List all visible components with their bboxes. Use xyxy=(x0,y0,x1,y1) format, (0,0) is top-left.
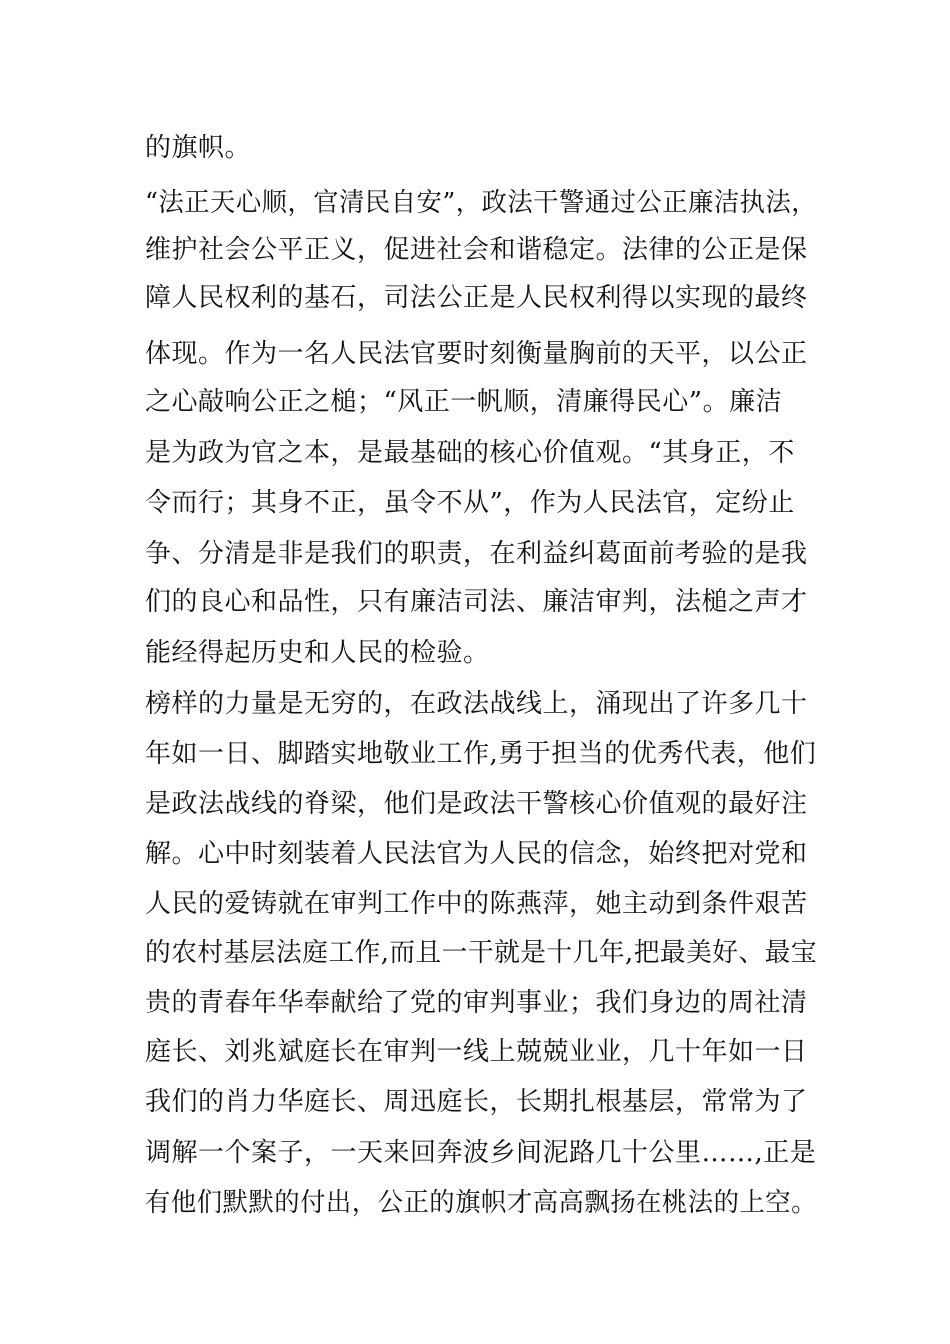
text-line: 贵的青春年华奉献给了党的审判事业；我们身边的周社清 xyxy=(145,988,808,1018)
text-line: 之心敲响公正之槌；“风正一帆顺，清廉得民心”。廉洁 xyxy=(145,387,783,417)
text-line: 榜样的力量是无穷的，在政法战线上，涌现出了许多几十 xyxy=(145,689,808,719)
text-line: 调解一个案子，一天来回奔波乡间泥路几十公里……,正是 xyxy=(145,1138,817,1168)
text-line: 我们的肖力华庭长、周迅庭长，长期扎根基层，常常为了 xyxy=(145,1087,808,1117)
text-line: 障人民权利的基石，司法公正是人民权利得以实现的最终 xyxy=(145,283,808,313)
text-line: 有他们默默的付出，公正的旗帜才高高飘扬在桃法的上空。 xyxy=(145,1188,818,1218)
text-line: 是政法战线的脊梁，他们是政法干警核心价值观的最好注 xyxy=(145,789,808,819)
text-line: 体现。作为一名人民法官要时刻衡量胸前的天平，以公正 xyxy=(145,339,808,369)
text-line: 年如一日、脚踏实地敬业工作,勇于担当的优秀代表，他们 xyxy=(145,739,817,769)
text-line: 能经得起历史和人民的检验。 xyxy=(145,638,490,668)
text-line: 的旗帜。 xyxy=(145,133,252,163)
text-line: 维护社会公平正义，促进社会和谐稳定。法律的公正是保 xyxy=(145,235,808,265)
text-line: 的农村基层法庭工作,而且一干就是十几年,把最美好、最宝 xyxy=(145,938,818,968)
text-line: “法正天心顺，官清民自安”，政法干警通过公正廉洁执法， xyxy=(145,188,818,218)
text-line: 们的良心和品性，只有廉洁司法、廉洁审判，法槌之声才 xyxy=(145,587,808,617)
text-line: 是为政为官之本，是最基础的核心价值观。“其身正，不 xyxy=(145,438,795,468)
text-line: 人民的爱铸就在审判工作中的陈燕萍，她主动到条件艰苦 xyxy=(145,889,808,919)
text-line: 令而行；其身不正，虽令不从”，作为人民法官，定纷止 xyxy=(145,488,795,518)
text-line: 庭长、刘兆斌庭长在审判一线上兢兢业业，几十年如一日 xyxy=(145,1037,808,1067)
text-line: 争、分清是非是我们的职责，在利益纠葛面前考验的是我 xyxy=(145,539,808,569)
text-line: 解。心中时刻装着人民法官为人民的信念，始终把对党和 xyxy=(145,839,808,869)
